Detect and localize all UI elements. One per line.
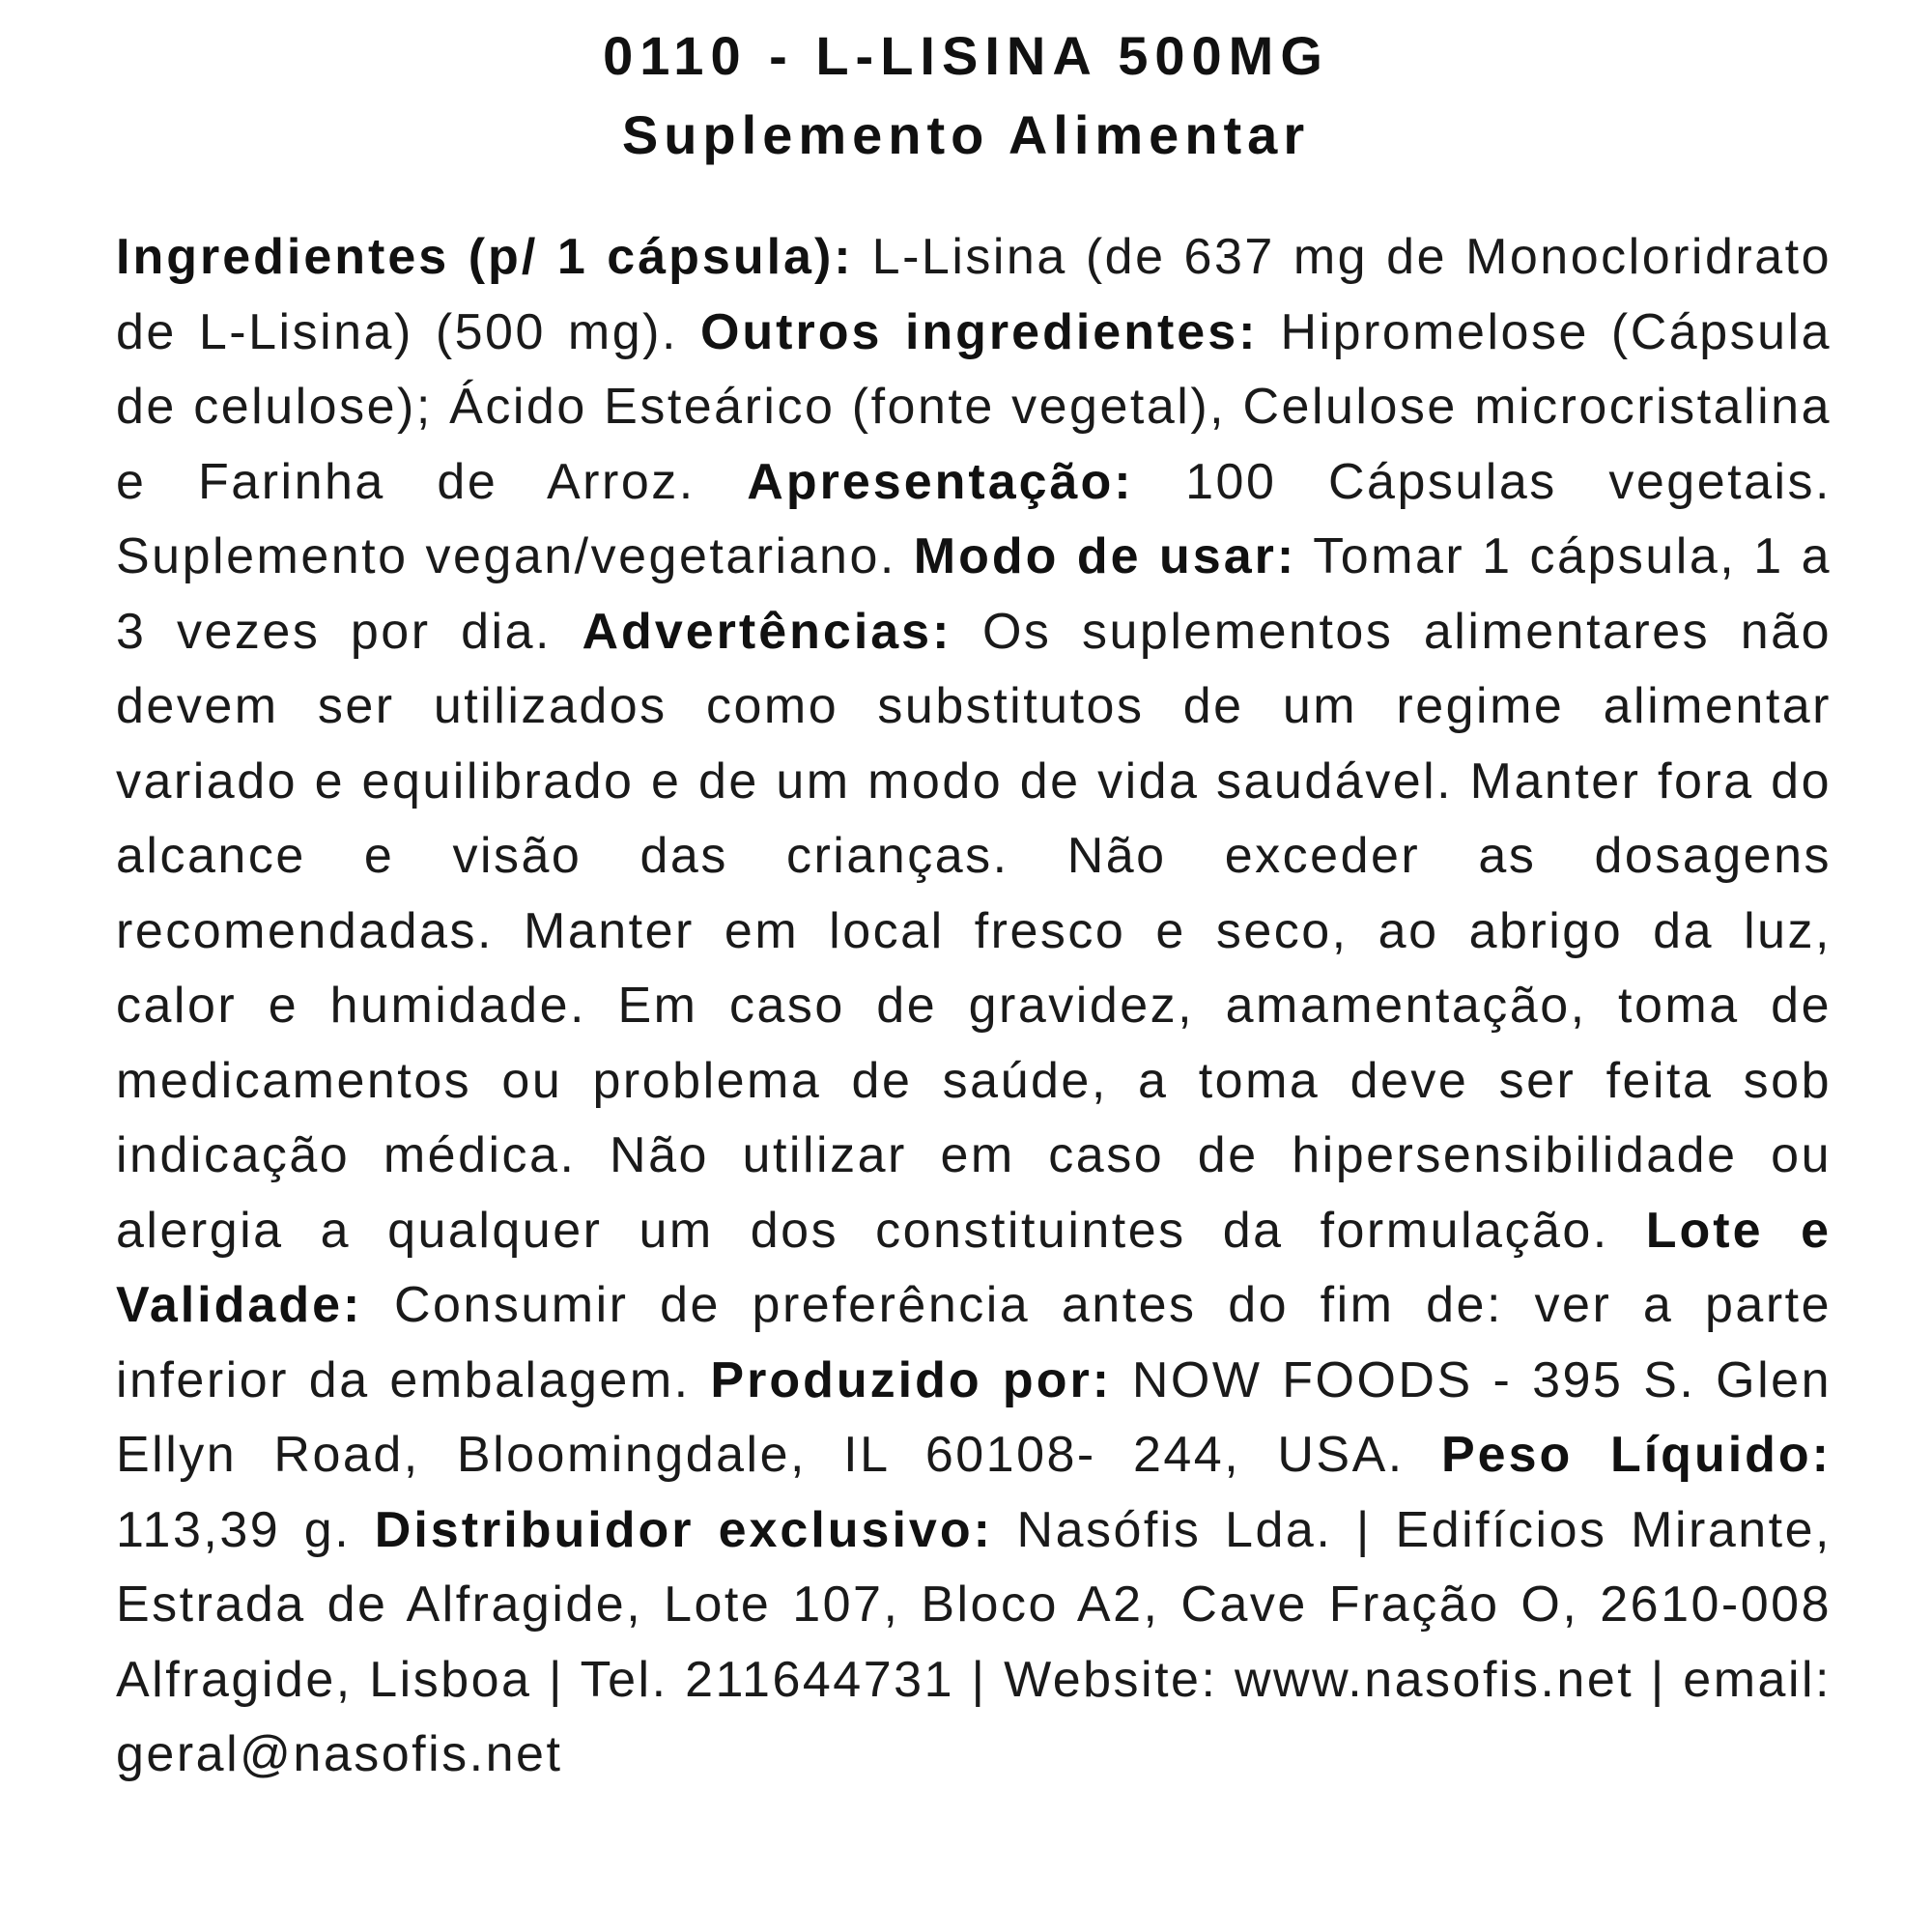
label-header <box>0 17 1932 176</box>
label-body-text <box>116 220 1832 1793</box>
distributor-text: Nasófis Lda. | Edifícios Mirante, Estrada de Alfragide, Lote 107, Bloco A2, Cave Fração O, 2610-008 Alfragide, Lisboa | Tel. 211644731 | Website: www.nasofis.net | email: geral@nasofis.net <box>116 1501 1832 1782</box>
usage-label: Modo de usar: <box>913 528 1297 584</box>
product-title: 0110 - L-LISINA 500MG <box>603 25 1329 86</box>
net-weight-label: Peso Líquido: <box>1440 1427 1833 1483</box>
presentation-text: 100 Cápsulas vegetais. Suplemento vegan/vegetariano. <box>116 453 1833 584</box>
warnings-text: Os suplementos alimentares não devem ser utilizados como substitutos de um regime alimentar variado e equilibrado e de um modo de vida saudável. Manter fora do alcance e visão das crianças. Não exceder as dosagens recomendadas. Manter em local fresco e seco, ao abrigo da luz, calor e humidade. Em caso de gravidez, amamentação, toma de medicamentos ou problema de saúde, a toma deve ser feita sob indicação médica. Não utilizar em caso de hipersensibilidade ou alergia a qualquer um dos constituintes da formulação. <box>116 603 1832 1259</box>
distributor-label: Distribuidor exclusivo: <box>374 1501 993 1558</box>
ingredients-text: L-Lisina (de 637 mg de Monocloridrato de L-Lisina) (500 mg). <box>116 229 1833 360</box>
batch-validity-text: Consumir de preferência antes do fim de: ver a parte inferior da embalagem. <box>116 1277 1832 1408</box>
product-subtitle: Suplemento Alimentar <box>621 104 1311 165</box>
produced-by-text: NOW FOODS - 395 S. Glen Ellyn Road, Bloomingdale, IL 60108- 244, USA. <box>116 1351 1832 1483</box>
warnings-label: Advertências: <box>582 603 952 660</box>
other-ingredients-text: Hipromelose (Cápsula de celulose); Ácido Esteárico (fonte vegetal), Celulose microcristalina e Farinha de Arroz. <box>116 303 1833 510</box>
other-ingredients-label: Outros ingredientes: <box>699 303 1259 360</box>
produced-by-label: Produzido por: <box>710 1351 1113 1408</box>
net-weight-text: 113,39 g. <box>116 1501 375 1558</box>
ingredients-label: Ingredientes (p/ 1 cápsula): <box>116 229 854 285</box>
batch-validity-label: Lote e Validade: <box>116 1202 1832 1333</box>
presentation-label: Apresentação: <box>747 453 1134 510</box>
usage-text: Tomar 1 cápsula, 1 a 3 vezes por dia. <box>116 528 1833 660</box>
